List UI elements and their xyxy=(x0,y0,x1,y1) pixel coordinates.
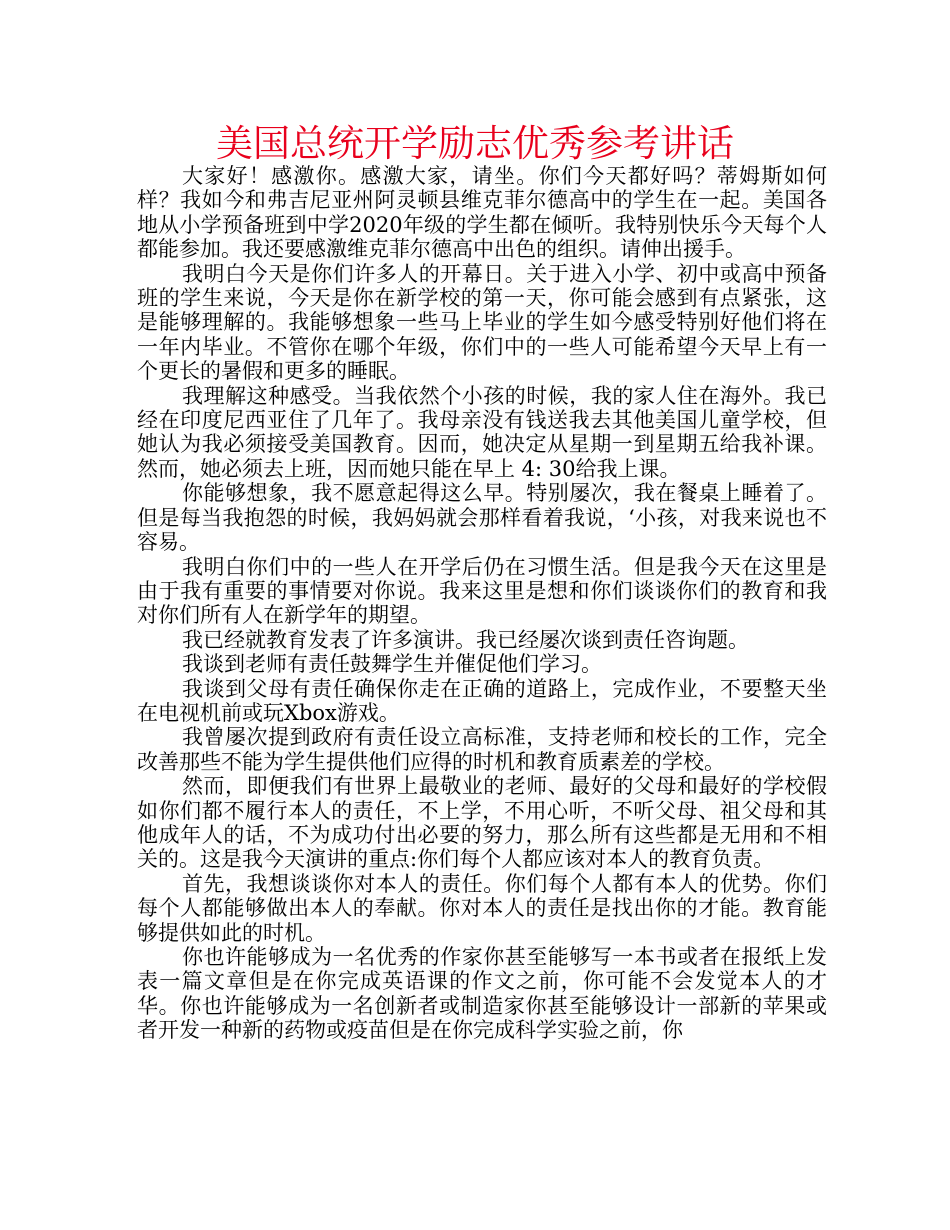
paragraph-early-rising: 你能够想象，我不愿意起得这么早。特别屡次，我在餐桌上睡着了。但是每当我抱怨的时候，我妈妈就会那样看着我说，‘小孩，对我来说也不容易。 xyxy=(137,481,827,555)
paragraph-greeting: 大家好！感激你。感激大家，请坐。你们今天都好吗？蒂姆斯如何样？我如今和弗吉尼亚州阿灵顿县维克菲尔德高中的学生在一起。美国各地从小学预备班到中学2020年级的学生都在倾听。我特别快乐今天每个人都能参加。我还要感激维克菲尔德高中出色的组织。请伸出援手。 xyxy=(137,164,827,262)
paragraph-self-duty: 首先，我想谈谈你对本人的责任。你们每个人都有本人的优势。你们每个人都能够做出本人的奉献。你对本人的责任是找出你的才能。教育能够提供如此的时机。 xyxy=(137,871,827,945)
paragraph-talent: 你也许能够成为一名优秀的作家你甚至能够写一本书或者在报纸上发表一篇文章但是在你完成英语课的作文之前，你可能不会发觉本人的才华。你也许能够成为一名创新者或制造家你甚至能够设计一部新的苹果或者开发一种新的药物或疫苗但是在你完成科学实验之前，你 xyxy=(137,945,827,1043)
paragraph-government: 我曾屡次提到政府有责任设立高标准，支持老师和校长的工作，完全改善那些不能为学生提供他们应得的时机和教育质素差的学校。 xyxy=(137,725,827,774)
paragraph-parents: 我谈到父母有责任确保你走在正确的道路上，完成作业，不要整天坐在电视机前或玩Xbox游戏。 xyxy=(137,676,827,725)
document-title: 美国总统开学励志优秀参考讲话 xyxy=(216,122,734,165)
document-body xyxy=(137,164,827,1043)
paragraph-teachers: 我谈到老师有责任鼓舞学生并催促他们学习。 xyxy=(182,652,602,677)
paragraph-speeches: 我已经就教育发表了许多演讲。我已经屡次谈到责任咨询题。 xyxy=(182,627,749,652)
paragraph-childhood: 我理解这种感受。当我依然个小孩的时候，我的家人住在海外。我已经在印度尼西亚住了几年了。我母亲没有钱送我去其他美国儿童学校，但她认为我必须接受美国教育。因而，她决定从星期一到星期五给我补课。然而，她必须去上班，因而她只能在早上 4: 30给我上课。 xyxy=(137,383,827,481)
paragraph-responsibility: 然而，即便我们有世界上最敬业的老师、最好的父母和最好的学校假如你们都不履行本人的责任，不上学，不用心听，不听父母、祖父母和其他成年人的话，不为成功付出必要的努力，那么所有这些都是无用和不相关的。这是我今天演讲的重点:你们每个人都应该对本人的教育负责。 xyxy=(137,774,827,872)
paragraph-first-day: 我明白今天是你们许多人的开幕日。关于进入小学、初中或高中预备班的学生来说，今天是你在新学校的第一天，你可能会感到有点紧张，这是能够理解的。我能够想象一些马上毕业的学生如今感受特别好他们将在一年内毕业。不管你在哪个年级，你们中的一些人可能希望今天早上有一个更长的暑假和更多的睡眠。 xyxy=(137,261,827,384)
paragraph-purpose: 我明白你们中的一些人在开学后仍在习惯生活。但是我今天在这里是由于我有重要的事情要对你说。我来这里是想和你们谈谈你们的教育和我对你们所有人在新学年的期望。 xyxy=(137,554,827,628)
